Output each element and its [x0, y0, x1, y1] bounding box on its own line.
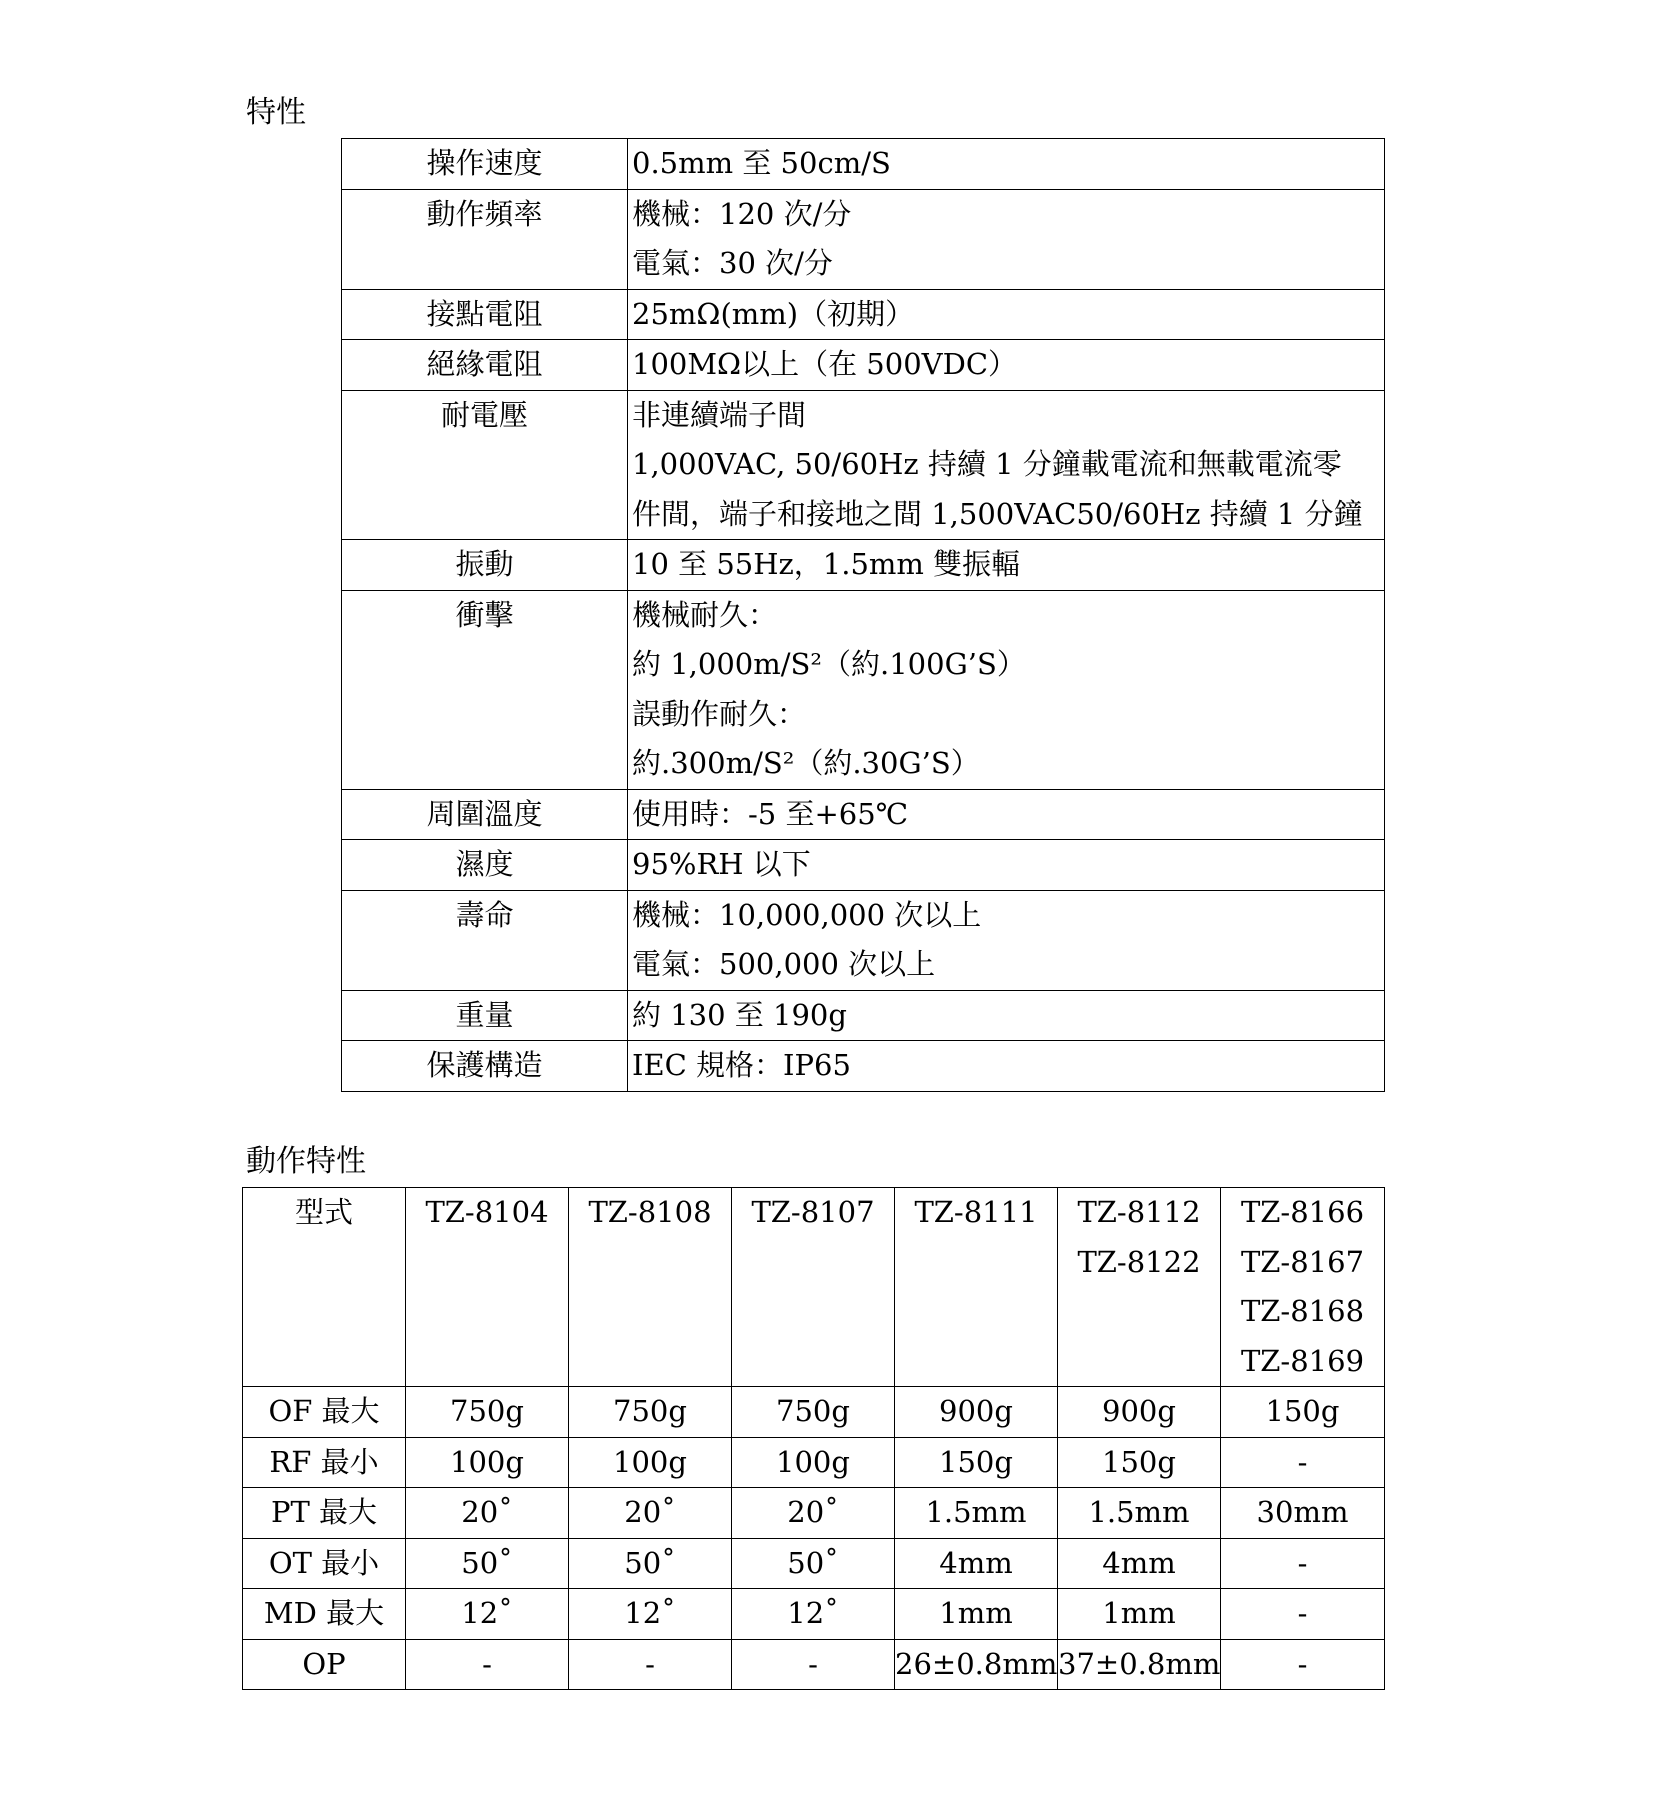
op-row-label: PT 最大 — [270, 1495, 378, 1529]
spec-label-cell — [342, 139, 628, 190]
op-value-cell — [406, 1538, 569, 1589]
spec-value-line: 電氣：30 次/分 — [632, 246, 833, 280]
op-value: - — [808, 1646, 818, 1681]
spec-label-cell — [342, 590, 628, 789]
section-title-characteristics: 特性 — [246, 95, 306, 130]
op-value-cell — [895, 1488, 1058, 1539]
op-row-label: OP — [302, 1646, 346, 1681]
op-row — [243, 1639, 1385, 1690]
spec-row — [342, 390, 1385, 540]
spec-label: 周圍溫度 — [426, 796, 543, 831]
op-value: 750g — [450, 1394, 524, 1428]
op-row-label: MD 最大 — [263, 1596, 385, 1630]
spec-value-cell — [628, 1041, 1385, 1092]
spec-value-cell — [628, 289, 1385, 340]
op-value: 50˚ — [624, 1545, 676, 1580]
op-value-cell — [1058, 1538, 1221, 1589]
op-row — [243, 1387, 1385, 1438]
spec-value-line: 誤動作耐久： — [632, 696, 807, 731]
spec-value-cell — [628, 340, 1385, 391]
spec-row — [342, 990, 1385, 1041]
model-name: TZ-8111 — [914, 1195, 1038, 1229]
op-value: 100g — [450, 1444, 524, 1479]
spec-row — [342, 289, 1385, 340]
op-value-cell — [895, 1639, 1058, 1690]
spec-row — [342, 840, 1385, 891]
spec-value-cell — [628, 139, 1385, 190]
spec-value-line: 電氣：500,000 次以上 — [632, 947, 936, 981]
op-value-cell — [1221, 1589, 1385, 1640]
spec-label-cell — [342, 340, 628, 391]
spec-value-cell — [628, 189, 1385, 289]
op-value: - — [645, 1646, 655, 1681]
model-name: TZ-8168 — [1240, 1294, 1365, 1328]
op-value: 12˚ — [624, 1596, 676, 1630]
spec-row — [342, 340, 1385, 391]
op-value: 150g — [1102, 1444, 1176, 1479]
spec-value-line: 機械：10,000,000 次以上 — [632, 897, 982, 932]
op-value: 50˚ — [461, 1545, 513, 1580]
op-row-label-cell — [243, 1437, 406, 1488]
op-value: 150g — [1265, 1394, 1340, 1428]
spec-value-line: 10 至 55Hz，1.5mm 雙振輻 — [632, 547, 1021, 581]
op-header-label-cell — [243, 1188, 406, 1387]
spec-label: 衝擊 — [455, 597, 514, 632]
op-value: 1.5mm — [925, 1495, 1027, 1529]
op-value-cell — [732, 1387, 895, 1438]
model-name: TZ-8108 — [588, 1195, 712, 1229]
op-value-cell — [895, 1589, 1058, 1640]
op-value-cell — [569, 1488, 732, 1539]
op-value: 900g — [1102, 1394, 1176, 1428]
op-value-cell — [1058, 1589, 1221, 1640]
spec-label: 濕度 — [455, 847, 514, 881]
op-value-cell — [1221, 1437, 1385, 1488]
spec-value-line: 非連續端子間 — [632, 397, 807, 432]
op-value: - — [1297, 1545, 1308, 1580]
model-name: TZ-8104 — [425, 1195, 549, 1229]
op-row — [243, 1589, 1385, 1640]
spec-value-line: 0.5mm 至 50cm/S — [632, 146, 891, 180]
op-value: 4mm — [939, 1545, 1013, 1580]
op-header-label: 型式 — [294, 1195, 353, 1229]
spec-label-cell — [342, 840, 628, 891]
spec-label: 耐電壓 — [440, 397, 528, 432]
op-value: 50˚ — [787, 1545, 839, 1580]
op-row-label-cell — [243, 1639, 406, 1690]
spec-value-cell — [628, 540, 1385, 591]
spec-label-cell — [342, 789, 628, 840]
op-value-cell — [406, 1639, 569, 1690]
spec-value-cell — [628, 590, 1385, 789]
model-header-cell — [1058, 1188, 1221, 1387]
spec-value-cell — [628, 840, 1385, 891]
op-value: 1mm — [939, 1596, 1013, 1630]
operating-characteristics-table — [242, 1187, 1385, 1690]
spec-label: 接點電阻 — [426, 296, 543, 331]
model-header-cell — [1221, 1188, 1385, 1387]
op-value-cell — [569, 1437, 732, 1488]
spec-row — [342, 139, 1385, 190]
model-name: TZ-8166 — [1240, 1195, 1365, 1229]
spec-label: 動作頻率 — [426, 196, 543, 231]
op-value-cell — [1058, 1639, 1221, 1690]
op-value: 12˚ — [787, 1596, 839, 1630]
spec-row — [342, 189, 1385, 289]
op-row-label-cell — [243, 1488, 406, 1539]
spec-value-cell — [628, 390, 1385, 540]
op-value: 750g — [613, 1394, 687, 1428]
spec-value-line: 約 130 至 190g — [632, 997, 847, 1032]
op-value-cell — [406, 1387, 569, 1438]
op-value-cell — [1221, 1488, 1385, 1539]
spec-row — [342, 540, 1385, 591]
op-value: 1.5mm — [1088, 1495, 1190, 1529]
op-value: 20˚ — [461, 1495, 513, 1529]
op-value-cell — [569, 1589, 732, 1640]
model-header-cell — [569, 1188, 732, 1387]
op-value: - — [1297, 1646, 1308, 1681]
model-name: TZ-8167 — [1240, 1244, 1365, 1279]
spec-label-cell — [342, 890, 628, 990]
spec-label: 絕緣電阻 — [426, 347, 543, 381]
op-value-cell — [732, 1639, 895, 1690]
op-value: 100g — [776, 1444, 850, 1479]
spec-row — [342, 1041, 1385, 1092]
op-row — [243, 1437, 1385, 1488]
op-value-cell — [732, 1488, 895, 1539]
op-value-cell — [732, 1437, 895, 1488]
op-value-cell — [406, 1488, 569, 1539]
spec-value-line: 使用時：-5 至+65℃ — [632, 796, 909, 831]
spec-label-cell — [342, 189, 628, 289]
op-value: 26±0.8mm — [895, 1646, 1058, 1681]
op-value-cell — [1221, 1639, 1385, 1690]
op-row-label: RF 最小 — [269, 1444, 379, 1479]
op-value-cell — [1221, 1538, 1385, 1589]
model-name: TZ-8122 — [1077, 1244, 1201, 1279]
op-value-cell — [1058, 1488, 1221, 1539]
model-name: TZ-8112 — [1077, 1195, 1201, 1229]
spec-value-line: 約.300m/S²（約.30G’S） — [632, 746, 980, 780]
op-value-cell — [1221, 1387, 1385, 1438]
op-value: - — [482, 1646, 492, 1681]
spec-value-line: 1,000VAC, 50/60Hz 持續 1 分鐘載電流和無載電流零 — [632, 447, 1342, 481]
spec-label: 保護構造 — [426, 1048, 543, 1082]
spec-row — [342, 789, 1385, 840]
op-value-cell — [732, 1538, 895, 1589]
spec-row — [342, 890, 1385, 990]
op-value: - — [1297, 1444, 1308, 1479]
op-value: 20˚ — [624, 1495, 676, 1529]
op-header-row — [243, 1188, 1385, 1387]
model-header-cell — [895, 1188, 1058, 1387]
op-row — [243, 1488, 1385, 1539]
spec-row — [342, 590, 1385, 789]
op-value-cell — [406, 1589, 569, 1640]
op-value: 1mm — [1102, 1596, 1176, 1630]
spec-label: 振動 — [455, 547, 514, 581]
section-title-operating-characteristics: 動作特性 — [246, 1144, 366, 1179]
spec-value-line: 95%RH 以下 — [632, 847, 811, 881]
op-value: 12˚ — [461, 1596, 513, 1630]
op-value: 20˚ — [787, 1495, 839, 1529]
spec-value-line: 100MΩ以上（在 500VDC） — [632, 347, 1018, 381]
op-value: 900g — [939, 1394, 1013, 1428]
op-value: 150g — [939, 1444, 1013, 1479]
model-header-cell — [406, 1188, 569, 1387]
spec-value-line: 25mΩ(mm)（初期） — [632, 296, 915, 331]
op-value: - — [1297, 1596, 1308, 1630]
op-row — [243, 1538, 1385, 1589]
op-value-cell — [406, 1437, 569, 1488]
op-row-label: OF 最大 — [268, 1394, 380, 1428]
op-value-cell — [569, 1538, 732, 1589]
op-value-cell — [1058, 1437, 1221, 1488]
spec-label-cell — [342, 540, 628, 591]
model-header-cell — [732, 1188, 895, 1387]
spec-label: 操作速度 — [426, 146, 543, 180]
op-value: 750g — [776, 1394, 850, 1428]
spec-value-line: 約 1,000m/S²（約.100G’S） — [632, 647, 1026, 681]
op-value: 30mm — [1256, 1495, 1349, 1529]
op-row-label: OT 最小 — [268, 1545, 380, 1580]
spec-label: 壽命 — [455, 897, 514, 932]
op-value: 100g — [613, 1444, 687, 1479]
op-value-cell — [569, 1639, 732, 1690]
spec-label-cell — [342, 1041, 628, 1092]
op-row-label-cell — [243, 1589, 406, 1640]
op-value-cell — [895, 1538, 1058, 1589]
spec-value-cell — [628, 789, 1385, 840]
spec-value-cell — [628, 990, 1385, 1041]
spec-value-line: IEC 規格：IP65 — [632, 1048, 851, 1082]
model-name: TZ-8169 — [1240, 1343, 1365, 1378]
spec-value-cell — [628, 890, 1385, 990]
op-row-label-cell — [243, 1538, 406, 1589]
spec-label-cell — [342, 990, 628, 1041]
spec-value-line: 機械耐久： — [632, 597, 778, 632]
spec-label-cell — [342, 390, 628, 540]
op-value-cell — [569, 1387, 732, 1438]
op-value-cell — [895, 1437, 1058, 1488]
model-name: TZ-8107 — [751, 1195, 875, 1229]
spec-value-line: 機械：120 次/分 — [632, 196, 852, 231]
op-value-cell — [895, 1387, 1058, 1438]
spec-label: 重量 — [455, 997, 514, 1032]
op-value-cell — [732, 1589, 895, 1640]
op-value-cell — [1058, 1387, 1221, 1438]
op-value: 37±0.8mm — [1058, 1646, 1221, 1681]
characteristics-table — [341, 138, 1385, 1092]
op-row-label-cell — [243, 1387, 406, 1438]
spec-value-line: 件間，端子和接地之間 1,500VAC50/60Hz 持續 1 分鐘 — [632, 496, 1363, 531]
op-value: 4mm — [1102, 1545, 1176, 1580]
spec-label-cell — [342, 289, 628, 340]
